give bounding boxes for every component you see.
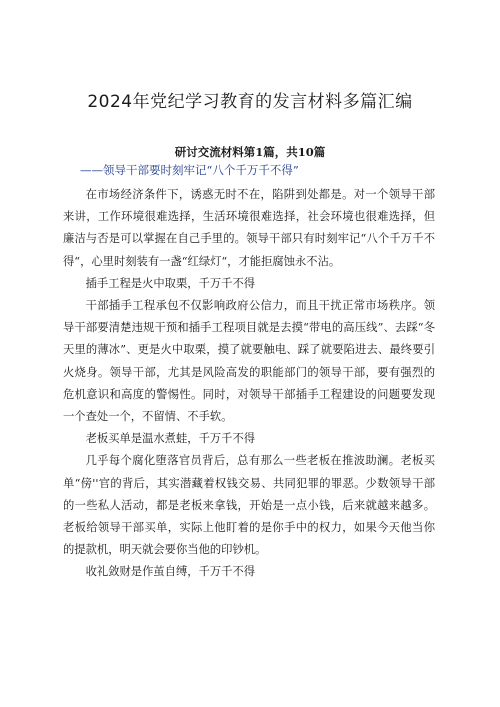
- document-body: [63, 184, 435, 584]
- document-tagline: ——领导干部要时刻牢记“八个千万千不得”: [80, 163, 299, 177]
- section-heading: 收礼敛财是作茧自缚，千万千不得: [85, 565, 256, 579]
- section-heading: 老板买单是温水煮蛙，千万千不得: [85, 432, 256, 446]
- paragraph: 干部插手工程承包不仅影响政府公信力，而且干扰正常市场秩序。领导干部要清楚违规干预和插手工程项目就是去摸“带电的高压线”、去踩“冬天里的薄冰”、更是火中取栗，摸了就要触电、踩了就要陷进去、最终要引火烧身。领导干部，尤其是风险高发的职能部门的领导干部，要有强烈的危机意识和高度的警惕性。同时，对领导干部插手工程建设的问题要发现一个查处一个，不留情、不手软。: [63, 299, 435, 424]
- section-heading: 插手工程是火中取栗，千万千不得: [85, 276, 256, 290]
- paragraph: 几乎每个腐化堕落官员背后，总有那么一些老板在推波助澜。老板买单“傍''官的背后，其实潜藏着权钱交易、共同犯罪的罪恶。少数领导干部的一些私人活动，都是老板来拿钱，开始是一点小钱，后来就越来越多。老板给领导干部买单，实际上他盯着的是你手中的权力，如果今天他当你的提款机，明天就会要你当他的印钞机。: [63, 454, 435, 557]
- paragraph-intro: 在市场经济条件下，诱惑无时不在，陷阱到处都是。对一个领导干部来讲，工作环境很难选择，生活环境很难选择，社会环境也很难选择，但廉洁与否是可以掌握在自己手里的。领导干部只有时刻牢记“八个千万千不得“，心里时刻装有一盏“红绿灯“，才能拒腐蚀永不沾。: [63, 188, 435, 268]
- document-subtitle: 研讨交流材料第1篇，共10篇: [174, 145, 326, 159]
- document-title: 2024年党纪学习教育的发言材料多篇汇编: [87, 92, 413, 112]
